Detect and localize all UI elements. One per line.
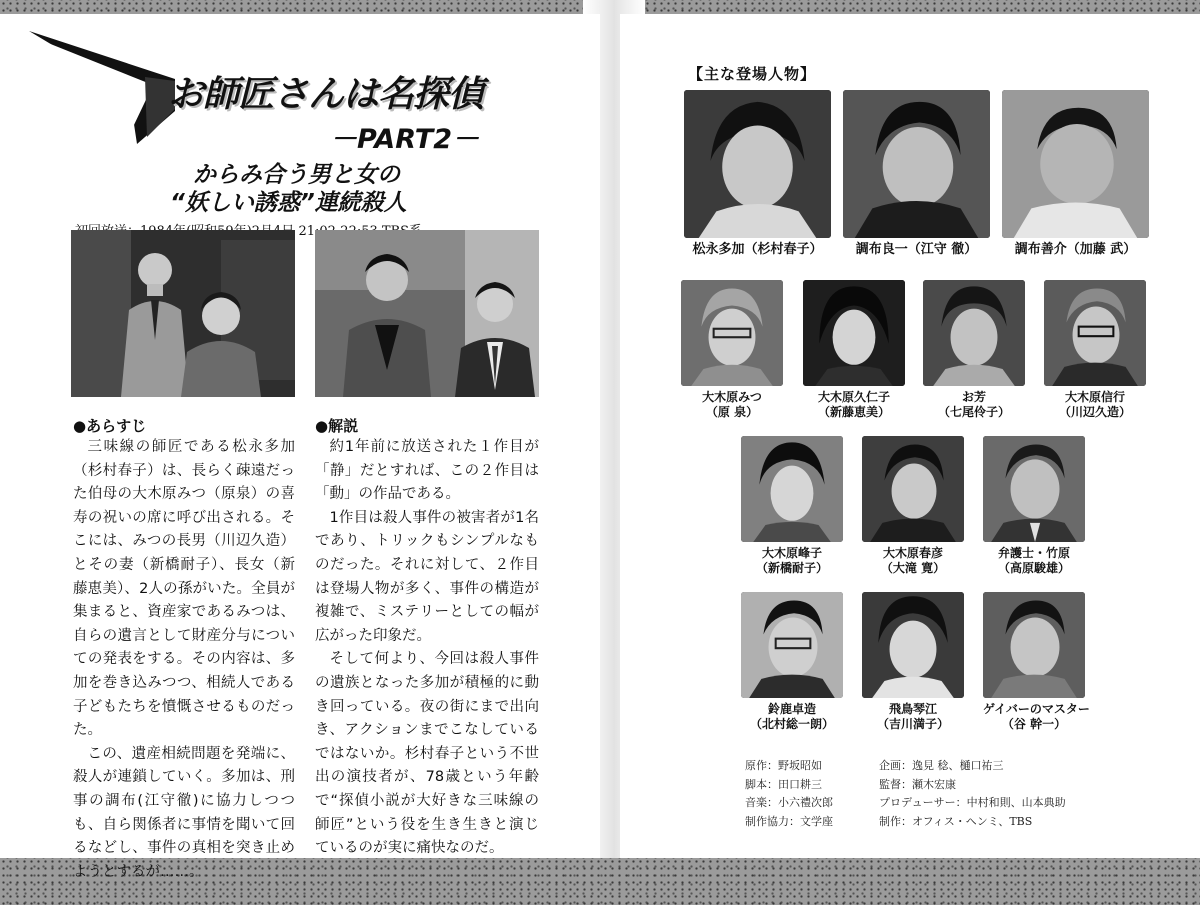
cast-photo bbox=[803, 280, 905, 386]
cast-name bbox=[923, 390, 1025, 420]
credit-line: 監督：瀬木宏康 bbox=[879, 777, 956, 791]
left-page bbox=[0, 14, 600, 880]
cast-card bbox=[983, 436, 1085, 576]
catchphrase-line-2: “妖しい誘惑”連続殺人 bbox=[170, 190, 407, 216]
cast-actor: （吉川満子） bbox=[876, 717, 949, 731]
cast-card bbox=[862, 436, 964, 576]
credit-line: 企画：逸見 稔、樋口祐三 bbox=[879, 759, 1004, 772]
cast-role: 大木原春彦 bbox=[882, 546, 943, 560]
cast-photo bbox=[681, 280, 783, 386]
credit-line: 制作協力：文学座 bbox=[745, 814, 833, 828]
cast-role: 弁護士・竹原 bbox=[997, 546, 1070, 560]
cast-photo bbox=[684, 90, 831, 238]
cast-actor: （新橋耐子） bbox=[755, 561, 828, 575]
cast-name bbox=[983, 546, 1085, 576]
cast-card bbox=[1044, 280, 1146, 420]
cast-card bbox=[741, 436, 843, 576]
cast-card bbox=[1002, 90, 1149, 257]
cast-name bbox=[1044, 390, 1146, 420]
cast-photo bbox=[843, 90, 990, 238]
cast-role: ゲイバーのマスター bbox=[983, 702, 1090, 716]
cast-actor: （谷 幹一） bbox=[1001, 717, 1067, 731]
synopsis-text bbox=[73, 436, 295, 884]
cast-role: 大木原みつ bbox=[702, 390, 762, 404]
cast-name bbox=[983, 702, 1090, 732]
cast-card bbox=[843, 90, 990, 257]
cast-card bbox=[803, 280, 905, 420]
cast-card bbox=[983, 592, 1090, 732]
subtitle: －PART2－ bbox=[330, 124, 479, 155]
cast-photo bbox=[1044, 280, 1146, 386]
cast-role: お芳 bbox=[961, 390, 986, 404]
credit-line: 音楽：小六禮次郎 bbox=[745, 796, 833, 809]
credit-line: プロデューサー：中村和則、山本典助 bbox=[879, 796, 1066, 809]
cast-card bbox=[862, 592, 964, 732]
cast-name: 調布良一（江守 徹） bbox=[855, 242, 978, 257]
cast-actor: （原 泉） bbox=[705, 405, 759, 419]
cast-card bbox=[684, 90, 831, 257]
synopsis-paragraph-2: この、遺産相続問題を発端に、殺人が連鎖していく。多加は、刑事の調布(江守徹)に協力しつつも、自ら関係者に事情を聞いて回るなどし、事件の真相を突き止めようとするが……。 bbox=[73, 745, 295, 880]
catchphrase-line-1: からみ合う男と女の bbox=[193, 162, 400, 188]
cast-name bbox=[741, 546, 843, 576]
page-title: お師匠さんは名探偵 bbox=[168, 74, 484, 115]
cast-card bbox=[681, 280, 783, 420]
cast-name bbox=[681, 390, 783, 420]
cast-name: 調布善介（加藤 武） bbox=[1014, 242, 1137, 257]
cast-photo bbox=[862, 592, 964, 698]
commentary-paragraph-1: 約1年前に放送された１作目が「静」だとすれば、この２作目は「動」の作品である。 bbox=[315, 439, 539, 503]
cast-name: 松永多加（杉村春子） bbox=[692, 242, 823, 257]
cast-card bbox=[741, 592, 843, 732]
right-page bbox=[620, 14, 1200, 858]
cast-actor: （大滝 寛） bbox=[880, 561, 946, 575]
cast-name bbox=[803, 390, 905, 420]
cast-photo bbox=[923, 280, 1025, 386]
cast-role: 鈴鹿卓造 bbox=[767, 702, 816, 716]
synopsis-heading: ●あらすじ bbox=[73, 417, 147, 435]
cast-name bbox=[741, 702, 843, 732]
credit-line: 制作：オフィス・ヘンミ、TBS bbox=[879, 814, 1033, 828]
cast-photo bbox=[983, 436, 1085, 542]
cast-actor: （七尾伶子） bbox=[937, 405, 1010, 419]
cast-photo bbox=[741, 592, 843, 698]
cast-role: 大木原峰子 bbox=[761, 546, 822, 560]
cast-photo bbox=[983, 592, 1085, 698]
cast-photo bbox=[741, 436, 843, 542]
cast-photo bbox=[1002, 90, 1149, 238]
cast-name bbox=[862, 702, 964, 732]
commentary-paragraph-3: そして何より、今回は殺人事件の遺族となった多加が積極的に動き回っている。夜の街にまで出向き、アクションまでこなしているではないか。杉村春子という不世出の演技者が、78歳という年齢で“探偵小説が大好きな三味線の師匠”という役を生き生きと演じているのが実に痛快なのだ。 bbox=[315, 651, 539, 857]
credit-line: 原作：野坂昭如 bbox=[745, 759, 822, 772]
credits-right-column bbox=[879, 757, 1066, 831]
credit-line: 脚本：田口耕三 bbox=[745, 777, 822, 791]
cast-actor: （高原駿雄） bbox=[997, 561, 1070, 575]
cast-role: 飛鳥琴江 bbox=[888, 702, 937, 716]
commentary-heading: ●解説 bbox=[315, 417, 359, 435]
scene-photo-1 bbox=[71, 230, 295, 397]
cast-card bbox=[923, 280, 1025, 420]
arrow-ribbon-icon bbox=[25, 29, 175, 144]
cast-heading: 【主な登場人物】 bbox=[688, 65, 817, 83]
cast-actor: （北村総一朗） bbox=[749, 717, 834, 731]
credits-left-column bbox=[745, 757, 833, 831]
scene-photo-2 bbox=[315, 230, 539, 397]
cast-photo bbox=[862, 436, 964, 542]
cast-actor: （川辺久造） bbox=[1058, 405, 1131, 419]
cast-name bbox=[862, 546, 964, 576]
commentary-text bbox=[315, 436, 539, 861]
commentary-paragraph-2: 1作目は殺人事件の被害者が1名であり、トリックもシンプルなものだった。それに対して、２作目は登場人物が多く、事件の構造が複雑で、ミステリーとしての幅が広がった印象だ。 bbox=[315, 509, 539, 644]
cast-role: 大木原久仁子 bbox=[817, 390, 890, 404]
synopsis-paragraph-1: 三味線の師匠である松永多加（杉村春子）は、長らく疎遠だった伯母の大木原みつ（原泉）の喜寿の祝いの席に呼び出される。そこには、みつの長男（川辺久造）とその妻（新橋耐子）、長女（新藤恵美）、2人の孫がいた。全員が集まると、資産家であるみつは、自らの遺言として財産分与についての発表をする。その内容は、多加を巻き込みつつ、相続人である子どもたちを憤慨させるものだった。 bbox=[73, 439, 295, 739]
cast-actor: （新藤恵美） bbox=[817, 405, 890, 419]
cast-role: 大木原信行 bbox=[1064, 390, 1125, 404]
